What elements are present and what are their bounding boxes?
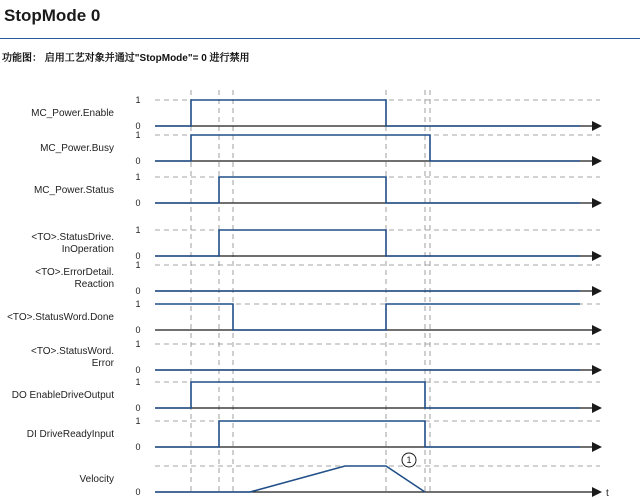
signal-row	[31, 95, 602, 131]
signal-label: <TO>.ErrorDetail.	[35, 267, 114, 278]
level-high-label: 1	[135, 225, 141, 235]
signal-row	[31, 339, 602, 375]
signal-label: InOperation	[61, 244, 114, 255]
signal-waveform	[155, 382, 580, 408]
axis-arrow	[592, 487, 602, 497]
axis-arrow	[592, 156, 602, 166]
signal-label: MC_Power.Status	[33, 185, 114, 196]
signal-label: <TO>.StatusDrive.	[31, 232, 114, 243]
axis-arrow	[592, 325, 602, 335]
signal-label: MC_Power.Busy	[40, 143, 114, 154]
signal-label: DO EnableDriveOutput	[11, 390, 114, 401]
level-high-label: 1	[135, 260, 141, 270]
signal-row	[80, 466, 609, 498]
signal-row	[27, 416, 602, 452]
level-low-label: 0	[135, 251, 141, 261]
level-high-label: 1	[135, 377, 141, 387]
signal-label: Reaction	[74, 279, 114, 290]
signal-row	[7, 299, 602, 335]
level-low-label: 0	[135, 442, 141, 452]
level-low-label: 0	[135, 325, 141, 335]
signal-label: <TO>.StatusWord.Done	[7, 312, 114, 323]
level-low-label: 0	[135, 156, 141, 166]
level-high-label: 1	[135, 172, 141, 182]
signal-rows	[7, 95, 609, 498]
axis-arrow	[592, 121, 602, 131]
level-high-label: 1	[135, 130, 141, 140]
signal-waveform	[155, 421, 580, 447]
level-high-label: 1	[135, 416, 141, 426]
signal-row	[40, 130, 602, 166]
level-low-label: 0	[135, 403, 141, 413]
signal-label: Velocity	[79, 474, 114, 485]
signal-waveform	[155, 230, 580, 256]
axis-arrow	[592, 442, 602, 452]
signal-row	[35, 260, 602, 296]
axis-arrow	[592, 286, 602, 296]
level-low-label: 0	[135, 286, 141, 296]
axis-arrow	[592, 365, 602, 375]
callout-number: 1	[406, 455, 412, 465]
signal-label: DI DriveReadyInput	[26, 429, 114, 440]
diagram-caption: 功能图： 启用工艺对象并通过"StopMode"= 0 进行禁用	[2, 53, 250, 64]
signal-label: MC_Power.Enable	[31, 108, 114, 119]
level-low-label: 0	[135, 365, 141, 375]
level-high-label: 1	[135, 299, 141, 309]
signal-waveform	[155, 466, 425, 492]
axis-arrow	[592, 251, 602, 261]
time-guides	[191, 90, 430, 495]
signal-row	[12, 377, 602, 413]
level-low-label: 0	[135, 121, 141, 131]
signal-label: Error	[91, 358, 114, 369]
axis-arrow	[592, 198, 602, 208]
signal-row	[31, 225, 602, 261]
signal-waveform	[155, 177, 580, 203]
signal-label: <TO>.StatusWord.	[30, 346, 114, 357]
axis-arrow	[592, 403, 602, 413]
level-low-label: 0	[135, 487, 141, 497]
level-low-label: 0	[135, 198, 141, 208]
level-high-label: 1	[135, 95, 141, 105]
level-high-label: 1	[135, 339, 141, 349]
x-axis-label: t	[606, 488, 609, 498]
signal-row	[34, 172, 602, 208]
page-title: StopMode 0	[4, 6, 101, 25]
